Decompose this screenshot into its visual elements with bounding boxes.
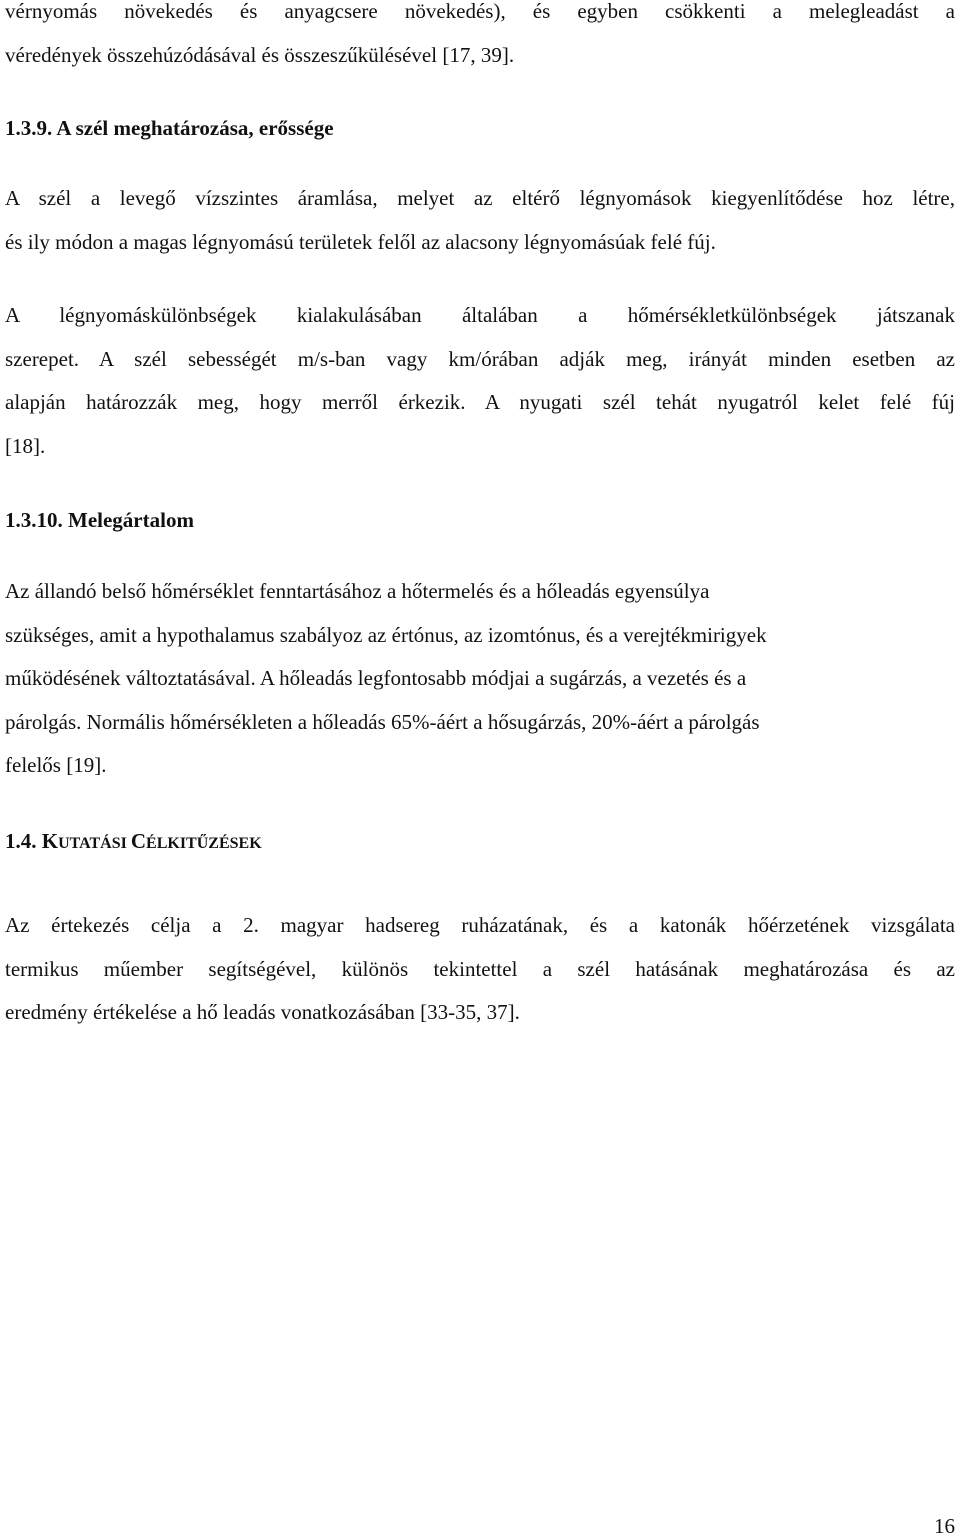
title-part: C: [130, 829, 147, 853]
goals-paragraph: [5, 904, 955, 1035]
heat-paragraph: [5, 570, 955, 788]
text-line: Az értekezés célja a 2. magyar hadsereg ruházatának, és a katonák hőérzetének vizsgálata: [5, 913, 955, 937]
section-heading-wind: [5, 113, 955, 143]
text-line: eredmény értékelése a hő leadás vonatkozásában [33-35, 37].: [5, 1000, 520, 1024]
section-title: [42, 829, 262, 853]
text-line: szükséges, amit a hypothalamus szabályoz az értónus, az izomtónus, és a verejtékmirigyek: [5, 622, 767, 647]
text-line: véredények összehúzódásával és összeszűkülésével [17, 39].: [5, 42, 515, 67]
text-line: felelős [19].: [5, 753, 107, 777]
title-part: UTATÁSI: [58, 835, 131, 852]
text-line: vérnyomás növekedés és anyagcsere növekedés), és egyben csökkenti a melegleadást a: [5, 0, 955, 23]
text-line: működésének változtatásával. A hőleadás legfontosabb módjai a sugárzás, a vezetés és a: [5, 666, 747, 690]
wind-paragraph-1: [5, 177, 955, 264]
text-line: A légnyomáskülönbségek kialakulásában általában a hőmérsékletkülönbségek játszanak: [5, 303, 955, 327]
wind-paragraph-2: [5, 294, 955, 468]
intro-paragraph: [5, 0, 955, 77]
text-line: párolgás. Normális hőmérsékleten a hőleadás 65%-áért a hősugárzás, 20%-áért a párolgás: [5, 709, 760, 734]
text-line: A szél a levegő vízszintes áramlása, melyet az eltérő légnyomások kiegyenlítődése hoz létre,: [5, 186, 955, 210]
section-title: A szél meghatározása, erőssége: [56, 116, 334, 140]
text-line: és ily módon a magas légnyomású területek felől az alacsony légnyomásúak felé fúj.: [5, 229, 716, 254]
text-line: [18].: [5, 433, 46, 458]
text-line: alapján határozzák meg, hogy merről érkezik. A nyugati szél tehát nyugatról kelet felé fúj: [5, 390, 955, 414]
title-part: K: [41, 829, 59, 853]
text-line: termikus műember segítségével, különös tekintettel a szél hatásának meghatározása és az: [5, 956, 955, 981]
document-page: [5, 0, 955, 1537]
title-part: ÉLKITŰZÉSEK: [146, 835, 262, 852]
text-line: Az állandó belső hőmérséklet fenntartásához a hőtermelés és a hőleadás egyensúlya: [5, 579, 710, 603]
text-line: szerepet. A szél sebességét m/s-ban vagy km/órában adják meg, irányát minden esetben az: [5, 346, 955, 371]
page-number: 16: [934, 1514, 955, 1538]
section-number: 1.3.10.: [5, 508, 63, 532]
section-heading-heat: [5, 505, 955, 535]
section-number: 1.3.9.: [5, 116, 53, 140]
section-title: Melegártalom: [68, 508, 194, 532]
section-heading-goals: [5, 826, 955, 859]
section-number: 1.4.: [5, 829, 37, 853]
